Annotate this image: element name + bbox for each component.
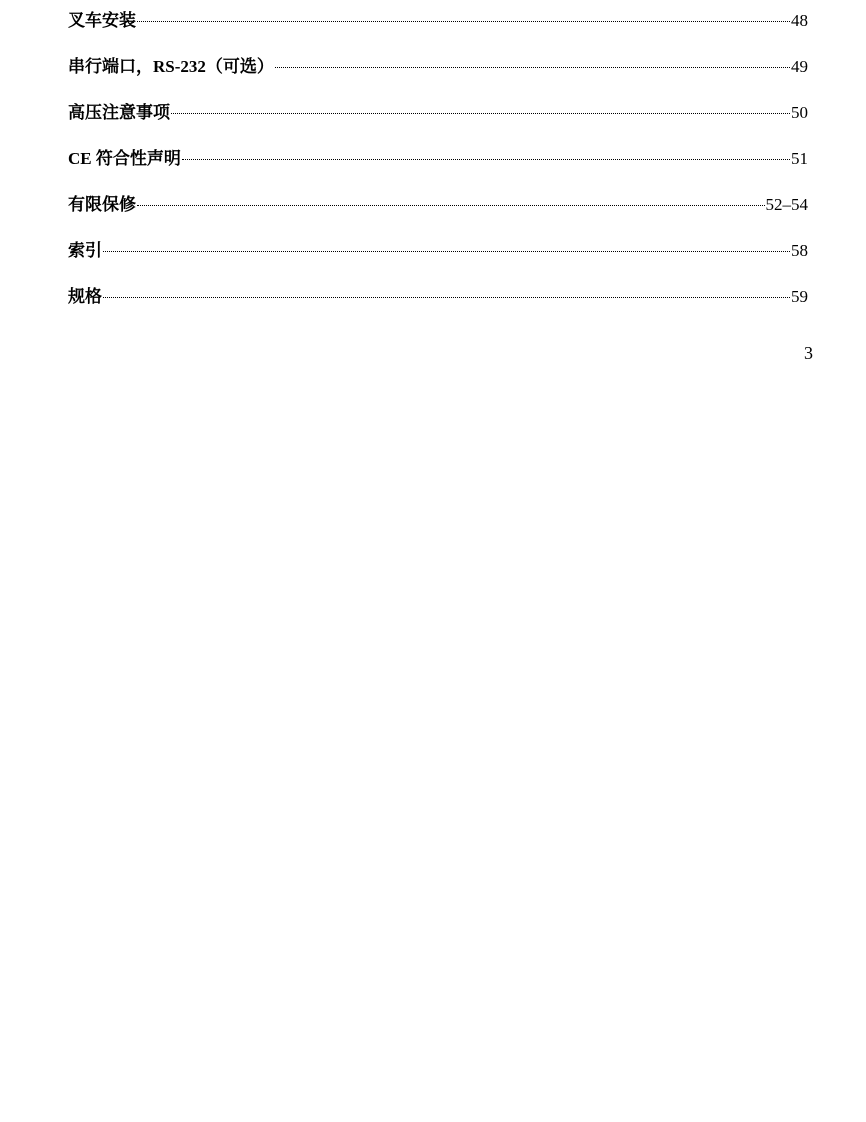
toc-entry[interactable] bbox=[68, 52, 808, 98]
toc-entry[interactable] bbox=[68, 190, 808, 236]
toc-dot-leader bbox=[137, 205, 765, 206]
page-number: 3 bbox=[804, 343, 813, 363]
toc-entry-title[interactable]: 叉车安装 bbox=[68, 11, 136, 30]
toc-entry-page: 48 bbox=[791, 11, 808, 30]
toc-dot-leader bbox=[182, 159, 790, 160]
toc-entry-page: 50 bbox=[791, 103, 808, 122]
toc-dot-leader bbox=[275, 67, 790, 68]
toc-entry-title[interactable]: CE 符合性声明 bbox=[68, 149, 181, 168]
toc-entry-title[interactable]: 索引 bbox=[68, 241, 102, 260]
toc-entry-title[interactable]: 规格 bbox=[68, 287, 102, 306]
toc-entry[interactable] bbox=[68, 98, 808, 144]
toc-entry-page: 58 bbox=[791, 241, 808, 260]
toc-entry[interactable] bbox=[68, 236, 808, 282]
toc-entry-title[interactable]: 有限保修 bbox=[68, 195, 136, 214]
toc-entry-title[interactable]: 高压注意事项 bbox=[68, 103, 170, 122]
toc-dot-leader bbox=[171, 113, 790, 114]
toc-entry-page: 59 bbox=[791, 287, 808, 306]
toc-dot-leader bbox=[103, 297, 790, 298]
table-of-contents bbox=[68, 6, 808, 328]
toc-entry-page: 49 bbox=[791, 57, 808, 76]
toc-dot-leader bbox=[137, 21, 790, 22]
toc-entry[interactable] bbox=[68, 144, 808, 190]
toc-entry-page: 52–54 bbox=[765, 195, 808, 214]
toc-entry-page: 51 bbox=[791, 149, 808, 168]
toc-entry-title[interactable]: 串行端口，RS-232（可选） bbox=[68, 57, 274, 76]
toc-entry[interactable] bbox=[68, 6, 808, 52]
toc-dot-leader bbox=[103, 251, 790, 252]
toc-entry[interactable] bbox=[68, 282, 808, 328]
